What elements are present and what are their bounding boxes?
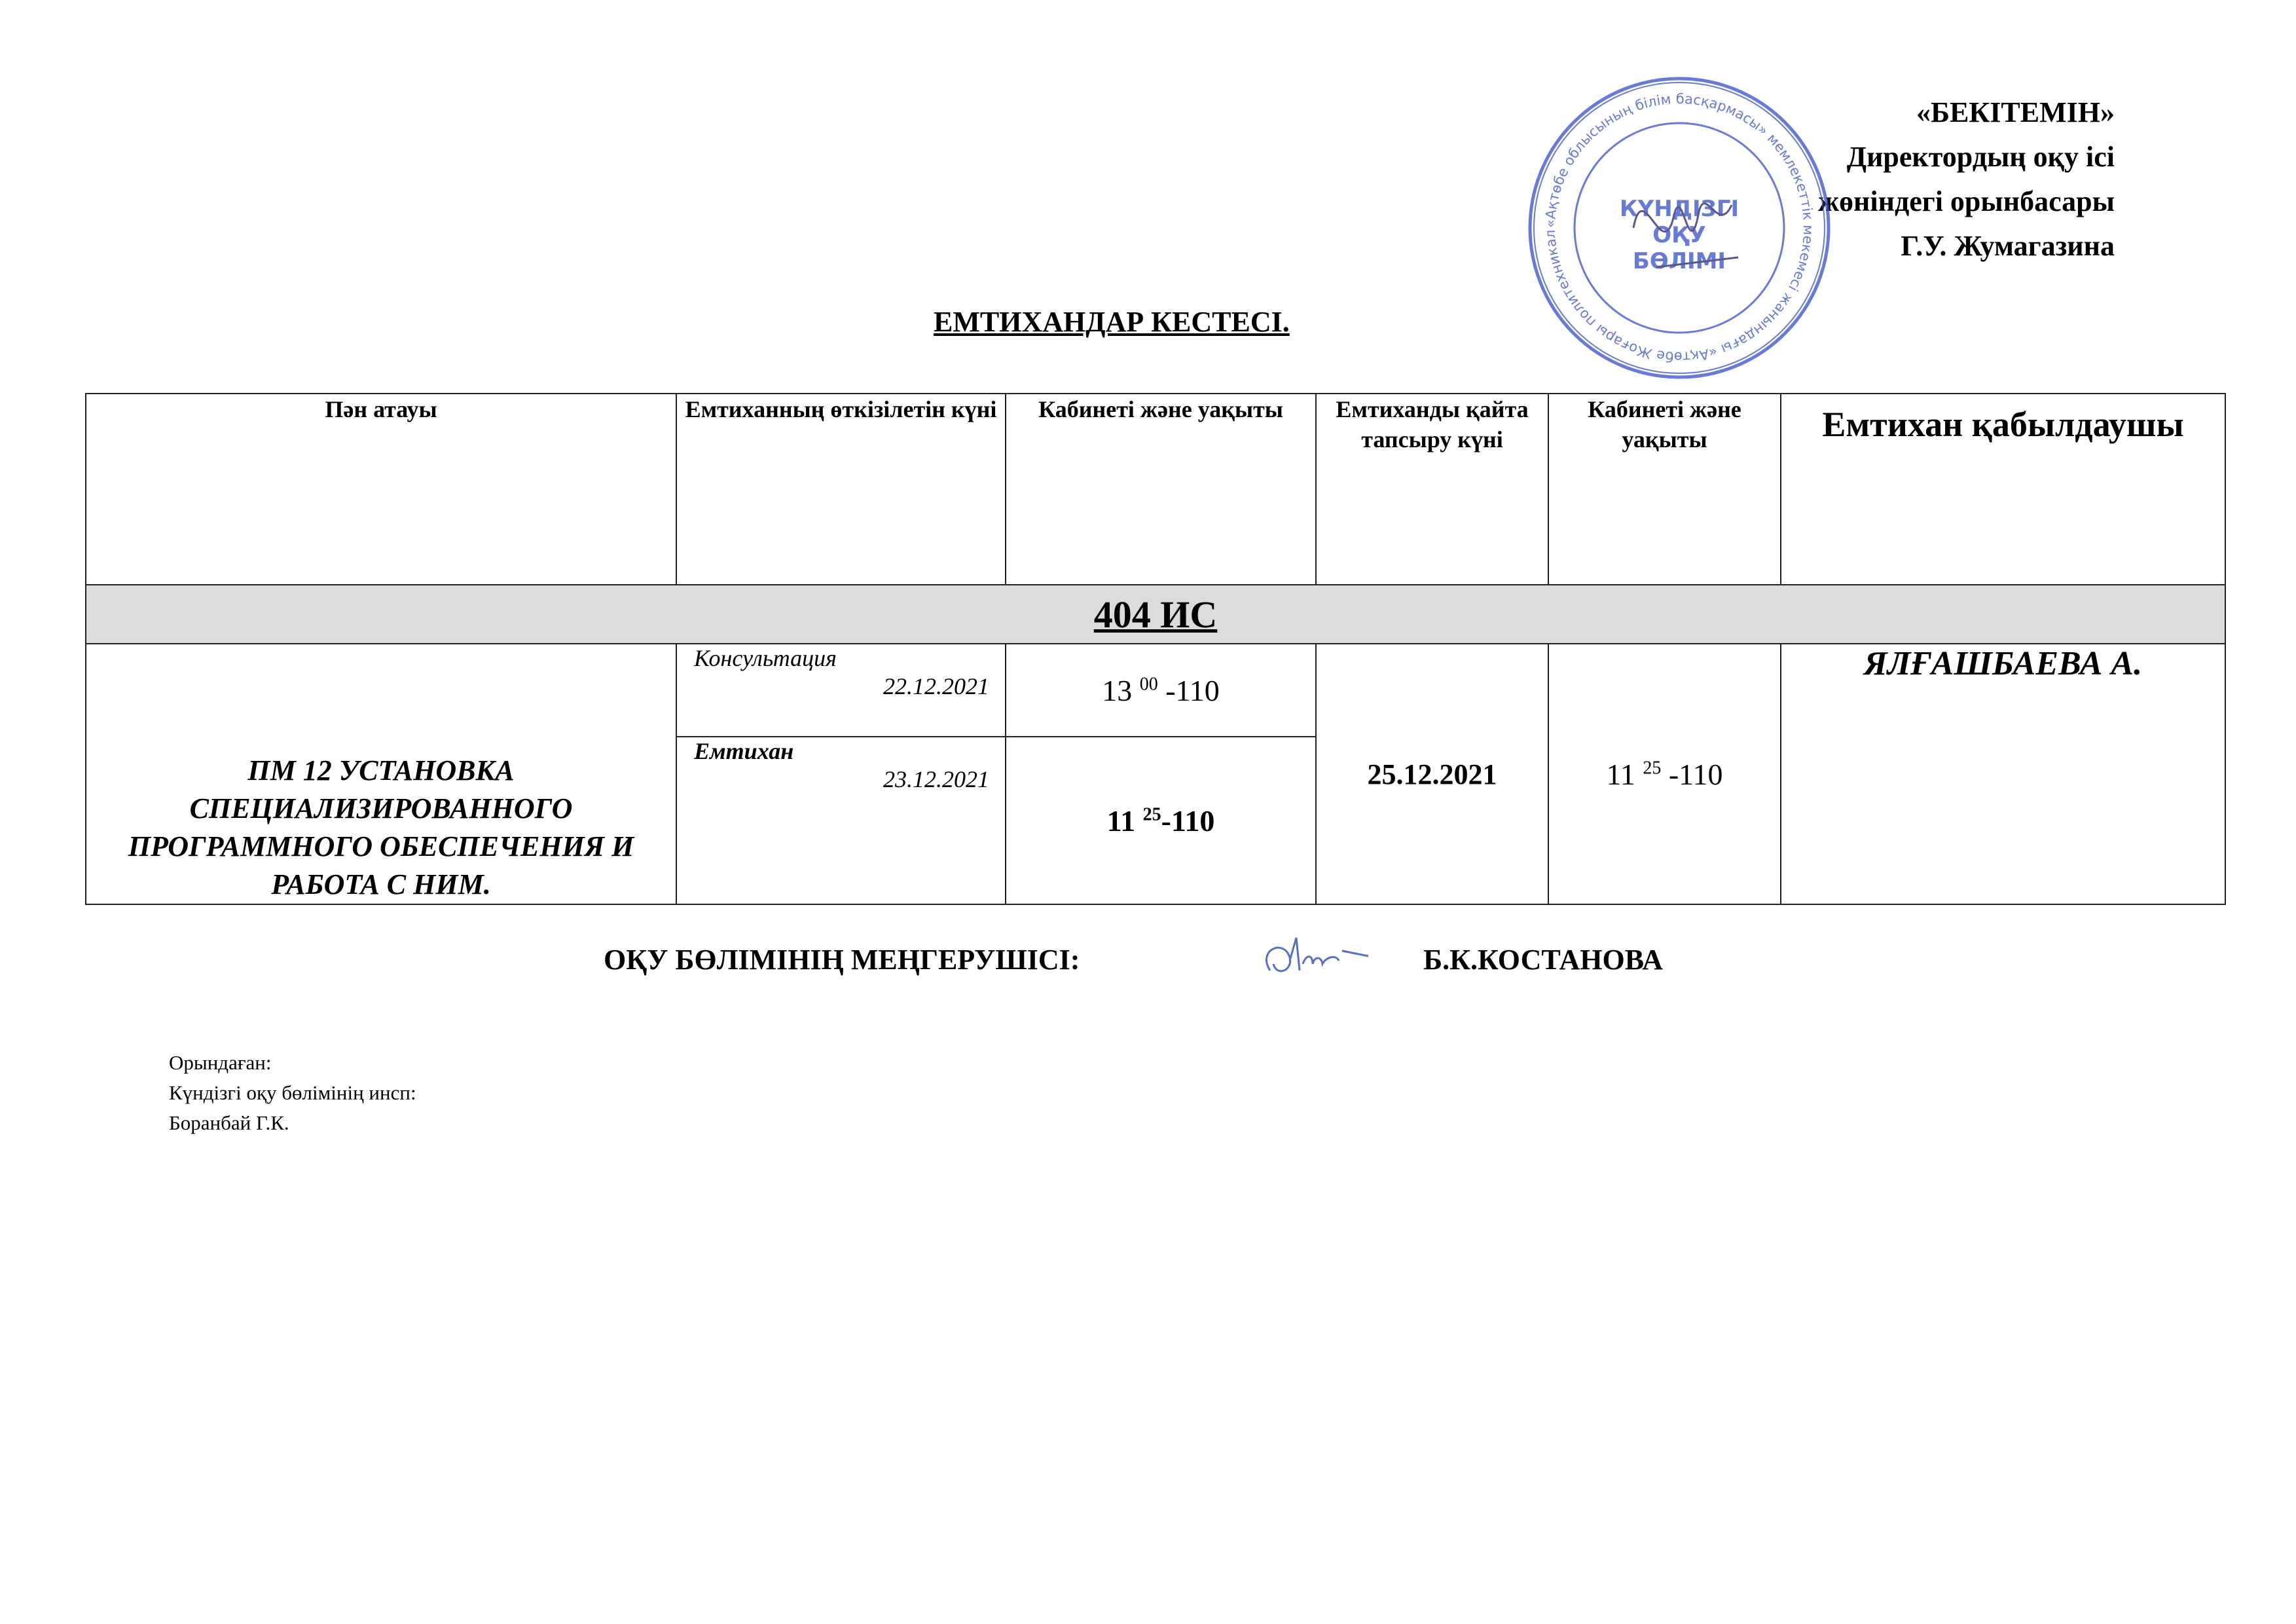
consultation-date: 22.12.2021 xyxy=(883,673,989,699)
header-room-time: Кабинеті және уақыты xyxy=(1006,394,1316,585)
consultation-time xyxy=(1006,644,1316,737)
group-row xyxy=(86,585,2225,644)
stamp-center-line-3: БӨЛІМІ xyxy=(1632,248,1726,274)
approval-line-1: «БЕКІТЕМІН» xyxy=(1916,96,2115,128)
document-title: ЕМТИХАНДАР КЕСТЕСІ. xyxy=(934,306,1290,338)
header-exam-date: Емтиханның өткізілетін күні xyxy=(676,394,1006,585)
approval-line-2: Директордың оқу ісі xyxy=(1846,141,2115,173)
consultation-hour: 13 xyxy=(1102,673,1133,707)
official-stamp xyxy=(1522,71,1836,385)
header-retake-date: Емтиханды қайта тапсыру күні xyxy=(1316,394,1548,585)
header-subject: Пән атауы xyxy=(86,394,676,585)
exam-hour: 11 xyxy=(1106,803,1136,838)
exam-label: Емтихан xyxy=(694,738,794,764)
subject-name: ПМ 12 УСТАНОВКА СПЕЦИАЛИЗИРОВАННОГО ПРОГРАММНОГО ОБЕСПЕЧЕНИЯ И РАБОТА С НИМ. xyxy=(86,644,676,904)
group-cell xyxy=(86,585,2225,644)
prepared-by-block xyxy=(169,1048,416,1138)
prepared-by-label: Орындаған: xyxy=(169,1051,272,1074)
exam-time xyxy=(1006,737,1316,904)
approval-line-3: жөніндегі орынбасары xyxy=(1818,185,2115,217)
stamp-center-line-2: ОҚУ xyxy=(1652,222,1706,248)
consultation-label: Консультация xyxy=(694,645,837,671)
stamp-center-line-1: КҮНДІЗГІ xyxy=(1619,196,1740,222)
exam-room: -110 xyxy=(1161,803,1215,838)
table-header-row xyxy=(86,394,2225,585)
consultation-minutes: 00 xyxy=(1139,674,1158,695)
consultation-room: -110 xyxy=(1165,673,1220,707)
retake-date: 25.12.2021 xyxy=(1316,644,1548,904)
group-name: 404 ИС xyxy=(1093,593,1218,636)
head-title: ОҚУ БӨЛІМІНІҢ МЕҢГЕРУШІСІ: xyxy=(604,944,1080,976)
examiner-name: ЯЛҒАШБАЕВА А. xyxy=(1781,644,2225,904)
approval-block xyxy=(1818,90,2115,268)
consultation-cell xyxy=(676,644,1006,737)
retake-hour: 11 xyxy=(1606,757,1635,791)
stamp-ring-text: «Ақтөбе облысының білім басқармасы» мемлекеттік мекемесі жанындағы «Ақтөбе Жоғары политехникал xyxy=(1542,90,1817,365)
table-row xyxy=(86,644,2225,737)
head-signature-icon xyxy=(1244,925,1375,997)
approval-line-4: Г.У. Жумагазина xyxy=(1901,230,2115,262)
retake-room: -110 xyxy=(1668,757,1723,791)
retake-time xyxy=(1548,644,1781,904)
header-retake-room-time: Кабинеті және уақыты xyxy=(1548,394,1781,585)
exam-schedule-table xyxy=(85,393,2226,905)
prepared-by-position: Күндізгі оқу бөлімінің инсп: xyxy=(169,1081,416,1104)
retake-minutes: 25 xyxy=(1643,758,1662,779)
header-examiner: Емтихан қабылдаушы xyxy=(1781,394,2225,585)
prepared-by-name: Боранбай Г.К. xyxy=(169,1111,289,1134)
exam-minutes: 25 xyxy=(1142,804,1161,825)
head-name: Б.К.КОСТАНОВА xyxy=(1423,944,1664,976)
stamp-seal-icon xyxy=(1522,71,1836,385)
exam-date: 23.12.2021 xyxy=(883,766,989,792)
exam-cell xyxy=(676,737,1006,904)
